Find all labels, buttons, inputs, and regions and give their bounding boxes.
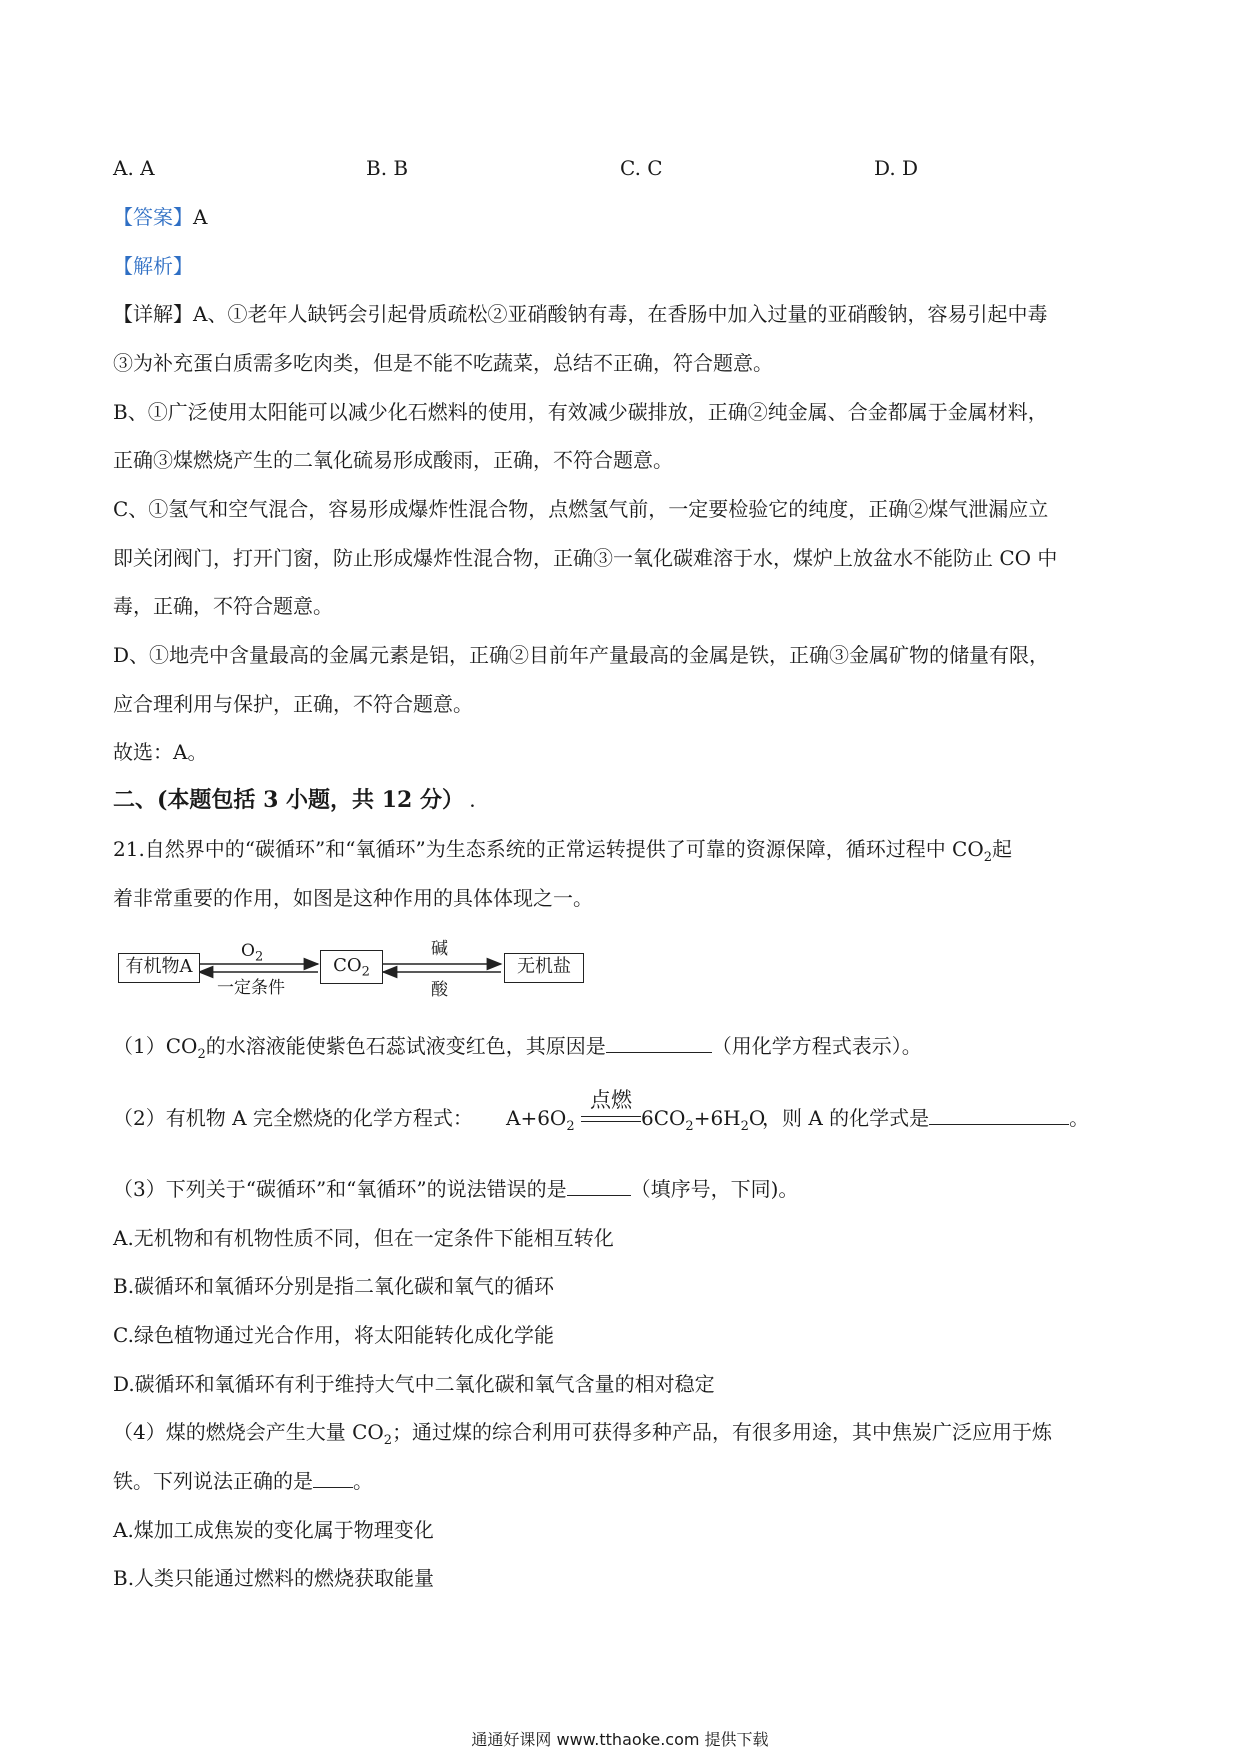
- detail-line-10: 故选：A。: [113, 740, 208, 764]
- option-b: B. B: [366, 156, 409, 180]
- detail-line-2: ③为补充蛋白质需多吃肉类，但是不能不吃蔬菜，总结不正确，符合题意。: [113, 351, 773, 375]
- detail-line-8: D、①地壳中含量最高的金属元素是铝，正确②目前年产量最高的金属是铁，正确③金属矿物的储量有限，: [113, 643, 1050, 667]
- label-acid: 酸: [431, 980, 448, 1000]
- answer-blank-4[interactable]: [313, 1467, 353, 1488]
- q21-stem-line-1: 21.自然界中的“碳循环”和“氧循环”为生态系统的正常运转提供了可靠的资源保障，循环过程中 $CO_2$起: [113, 837, 1013, 865]
- q21-sub1: $(1)CO_2$的水溶液能使紫色石蕊试液变红色，其原因是 （用化学方程式表示）。: [113, 1034, 922, 1062]
- q21-sub4-line-2: 铁。下列说法正确的是 。: [113, 1469, 373, 1493]
- answer-blank-2[interactable]: [929, 1104, 1069, 1125]
- analysis-tag: 【解析】: [113, 254, 193, 278]
- analysis-line: [113, 252, 1133, 280]
- detail-line-4: 正确③煤燃烧产生的二氧化硫易形成酸雨，正确，不符合题意。: [113, 448, 673, 472]
- box-inorganic-salt: 无机盐: [504, 953, 584, 983]
- q21-sub3-option-a: A.无机物和有机物性质不同，但在一定条件下能相互转化: [113, 1226, 614, 1250]
- box-co2: $CO_2$: [320, 950, 383, 984]
- page-footer: 通通好课网 www.tthaoke.com 提供下载: [471, 1730, 769, 1749]
- detail-tag: 【详解】: [113, 302, 193, 326]
- label-o2: $O_2$: [241, 941, 264, 965]
- option-c: C. C: [620, 156, 663, 180]
- answer-value: A: [193, 205, 208, 229]
- q21-sub3-option-b: B.碳循环和氧循环分别是指二氧化碳和氧气的循环: [113, 1274, 555, 1298]
- label-condition: 一定条件: [217, 978, 285, 998]
- q21-sub4-line-1: （4）煤的燃烧会产生大量 $CO_2$；通过煤的综合利用可获得多种产品，有很多用途，其中焦炭广泛应用于炼: [113, 1420, 1053, 1448]
- q21-stem-line-2: 着非常重要的作用，如图是这种作用的具体体现之一。: [113, 886, 593, 910]
- answer-tag: 【答案】: [113, 205, 193, 229]
- q21-sub3-option-d: D.碳循环和氧循环有利于维持大气中二氧化碳和氧气含量的相对稳定: [113, 1372, 715, 1396]
- q21-sub3: （3）下列关于“碳循环”和“氧循环”的说法错误的是 （填序号，下同)。: [113, 1177, 799, 1201]
- condition-ignite: 点燃: [589, 1087, 632, 1112]
- box-organic-a: 有机物A: [118, 953, 200, 983]
- detail-line-3: B、①广泛使用太阳能可以减少化石燃料的使用，有效减少碳排放，正确②纯金属、合金都属于金属材料，: [113, 400, 1048, 424]
- section-heading: 二、(本题包括 3 小题，共 12 分） .: [113, 787, 475, 813]
- detail-line-6: 即关闭阀门，打开门窗，防止形成爆炸性混合物，正确③一氧化碳难溶于水，煤炉上放盆水不能防止 CO 中: [113, 546, 1058, 570]
- q21-sub4-option-b: B.人类只能通过燃料的燃烧获取能量: [113, 1566, 435, 1590]
- cycle-diagram: [113, 936, 593, 1004]
- option-a: A. A: [113, 156, 155, 180]
- detail-line-9: 应合理利用与保护，正确，不符合题意。: [113, 692, 473, 716]
- answer-blank-3[interactable]: [567, 1175, 631, 1196]
- answer-line: [113, 203, 1133, 231]
- answer-blank-1[interactable]: [606, 1032, 712, 1053]
- q21-sub2: （2）有机物 A 完全燃烧的化学方程式：: [113, 1106, 473, 1130]
- label-alkali: 碱: [431, 939, 448, 959]
- reaction-arrow: [581, 1087, 641, 1130]
- option-d: D. D: [874, 156, 919, 180]
- combustion-equation: $A+6O_2$ 点燃 $6CO_2+6H_2O$: [506, 1087, 766, 1134]
- detail-line-1: 【详解】A、①老年人缺钙会引起骨质疏松②亚硝酸钠有毒，在香肠中加入过量的亚硝酸钠，容易引起中毒: [113, 302, 1048, 326]
- detail-line-7: 毒，正确，不符合题意。: [113, 594, 333, 618]
- q21-sub4-option-a: A.煤加工成焦炭的变化属于物理变化: [113, 1518, 434, 1542]
- q21-sub3-option-c: C.绿色植物通过光合作用，将太阳能转化成化学能: [113, 1323, 554, 1347]
- q21-sub2-tail: ，则 A 的化学式是 。: [762, 1106, 1090, 1130]
- detail-line-5: C、①氢气和空气混合，容易形成爆炸性混合物，点燃氢气前，一定要检验它的纯度，正确②煤气泄漏应立: [113, 497, 1049, 521]
